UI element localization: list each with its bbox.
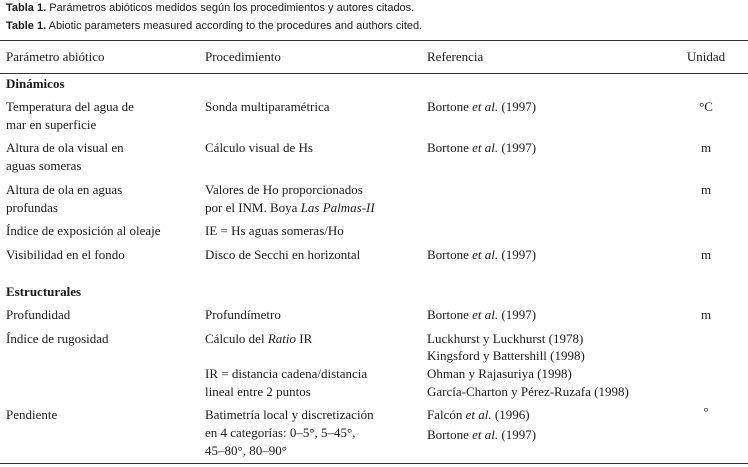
ref-et-al: et al.: [465, 407, 492, 422]
caption-text-en: Abiotic parameters measured according to the procedures and authors cited.: [46, 20, 423, 32]
header-bottom-rule: [0, 73, 748, 74]
ref-author: Bortone: [427, 427, 473, 442]
ref-et-al: et al.: [472, 307, 499, 322]
temp-procedure: Sonda multiparamétrica: [205, 99, 330, 114]
profundidad-param: Profundidad: [6, 307, 71, 322]
ola-somera-procedure: Cálculo visual de Hs: [205, 140, 313, 155]
ref-author: Bortone: [427, 307, 473, 322]
visibilidad-procedure: Disco de Secchi en horizontal: [205, 247, 361, 262]
rugosidad-reference-2: Kingsford y Battershill (1998): [427, 348, 585, 363]
rugosidad-reference-4: García-Charton y Pérez-Ruzafa (1998): [427, 384, 629, 399]
header-unidad: Unidad: [686, 49, 726, 64]
profundidad-unit: m: [700, 307, 712, 322]
pendiente-reference-1: [427, 406, 530, 424]
section-estructurales: Estructurales: [6, 284, 82, 299]
profundidad-reference: [427, 306, 536, 324]
ref-et-al: et al.: [472, 427, 499, 442]
ref-year: (1997): [498, 427, 537, 442]
rugosidad-procedure-line1: [205, 330, 312, 348]
ref-year: (1997): [498, 247, 537, 262]
table-bottom-rule: [0, 463, 748, 464]
ola-profunda-param-line2: profundas: [6, 200, 58, 215]
pendiente-procedure-line1: Batimetría local y discretización: [205, 407, 374, 422]
rugosidad-param: Índice de rugosidad: [6, 331, 109, 346]
buoy-name: Las Palmas-II: [300, 200, 375, 215]
visibilidad-param: Visibilidad en el fondo: [6, 247, 125, 262]
pendiente-param: Pendiente: [6, 407, 58, 422]
rugosidad-procedure-line2: IR = distancia cadena/distancia: [205, 366, 368, 381]
ref-et-al: et al.: [472, 247, 499, 262]
caption-text-es: Parámetros abióticos medidos según los procedimientos y autores citados.: [46, 2, 415, 14]
table-caption-es: [6, 2, 414, 15]
ref-author: Falcón: [427, 407, 466, 422]
pendiente-unit: °: [703, 404, 709, 419]
caption-label-es: Tabla 1.: [6, 2, 47, 14]
oleaje-param: Índice de exposición al oleaje: [6, 223, 161, 238]
temp-unit: °C: [699, 99, 713, 114]
header-referencia: Referencia: [427, 49, 484, 64]
section-dinamicos: Dinámicos: [6, 76, 65, 91]
profundidad-procedure: Profundímetro: [205, 307, 281, 322]
temp-param-line2: mar en superficie: [6, 117, 97, 132]
ref-author: Bortone: [427, 247, 473, 262]
ola-profunda-procedure-line2: [205, 199, 375, 217]
ola-profunda-unit: m: [700, 182, 712, 197]
oleaje-procedure: IE = Hs aguas someras/Ho: [205, 223, 344, 238]
ref-year: (1996): [491, 407, 530, 422]
pendiente-reference-2: [427, 426, 536, 444]
ola-somera-param-line2: aguas someras: [6, 158, 82, 173]
temp-param-line1: Temperatura del agua de: [6, 99, 134, 114]
proc-text: IR: [296, 331, 313, 346]
proc-text: por el INM. Boya: [205, 200, 301, 215]
visibilidad-unit: m: [700, 247, 712, 262]
pendiente-procedure-line2: en 4 categorías: 0–5°, 5–45°,: [205, 425, 356, 440]
header-procedimiento: Procedimiento: [205, 49, 281, 64]
ola-profunda-param-line1: Altura de ola en aguas: [6, 182, 123, 197]
table-top-rule: [0, 40, 748, 41]
header-parametro: Parámetro abiótico: [6, 49, 105, 64]
ref-et-al: et al.: [472, 99, 499, 114]
ref-year: (1997): [498, 99, 537, 114]
table-caption-en: [6, 20, 422, 33]
visibilidad-reference: [427, 246, 536, 264]
pendiente-procedure-line3: 45–80°, 80–90°: [205, 443, 287, 458]
ola-somera-reference: [427, 139, 536, 157]
ola-somera-param-line1: Altura de ola visual en: [6, 140, 124, 155]
ref-author: Bortone: [427, 99, 473, 114]
ref-year: (1997): [498, 140, 537, 155]
rugosidad-procedure-line3: lineal entre 2 puntos: [205, 384, 311, 399]
ref-et-al: et al.: [472, 140, 499, 155]
rugosidad-reference-3: Ohman y Rajasuriya (1998): [427, 366, 572, 381]
ref-year: (1997): [498, 307, 537, 322]
ola-somera-unit: m: [700, 140, 712, 155]
ref-author: Bortone: [427, 140, 473, 155]
ratio-term: Ratio: [267, 331, 296, 346]
rugosidad-reference-1: Luckhurst y Luckhurst (1978): [427, 331, 584, 346]
ola-profunda-procedure-line1: Valores de Ho proporcionados: [205, 182, 363, 197]
proc-text: Cálculo del: [205, 331, 268, 346]
caption-label-en: Table 1.: [6, 20, 47, 32]
temp-reference: [427, 98, 536, 116]
